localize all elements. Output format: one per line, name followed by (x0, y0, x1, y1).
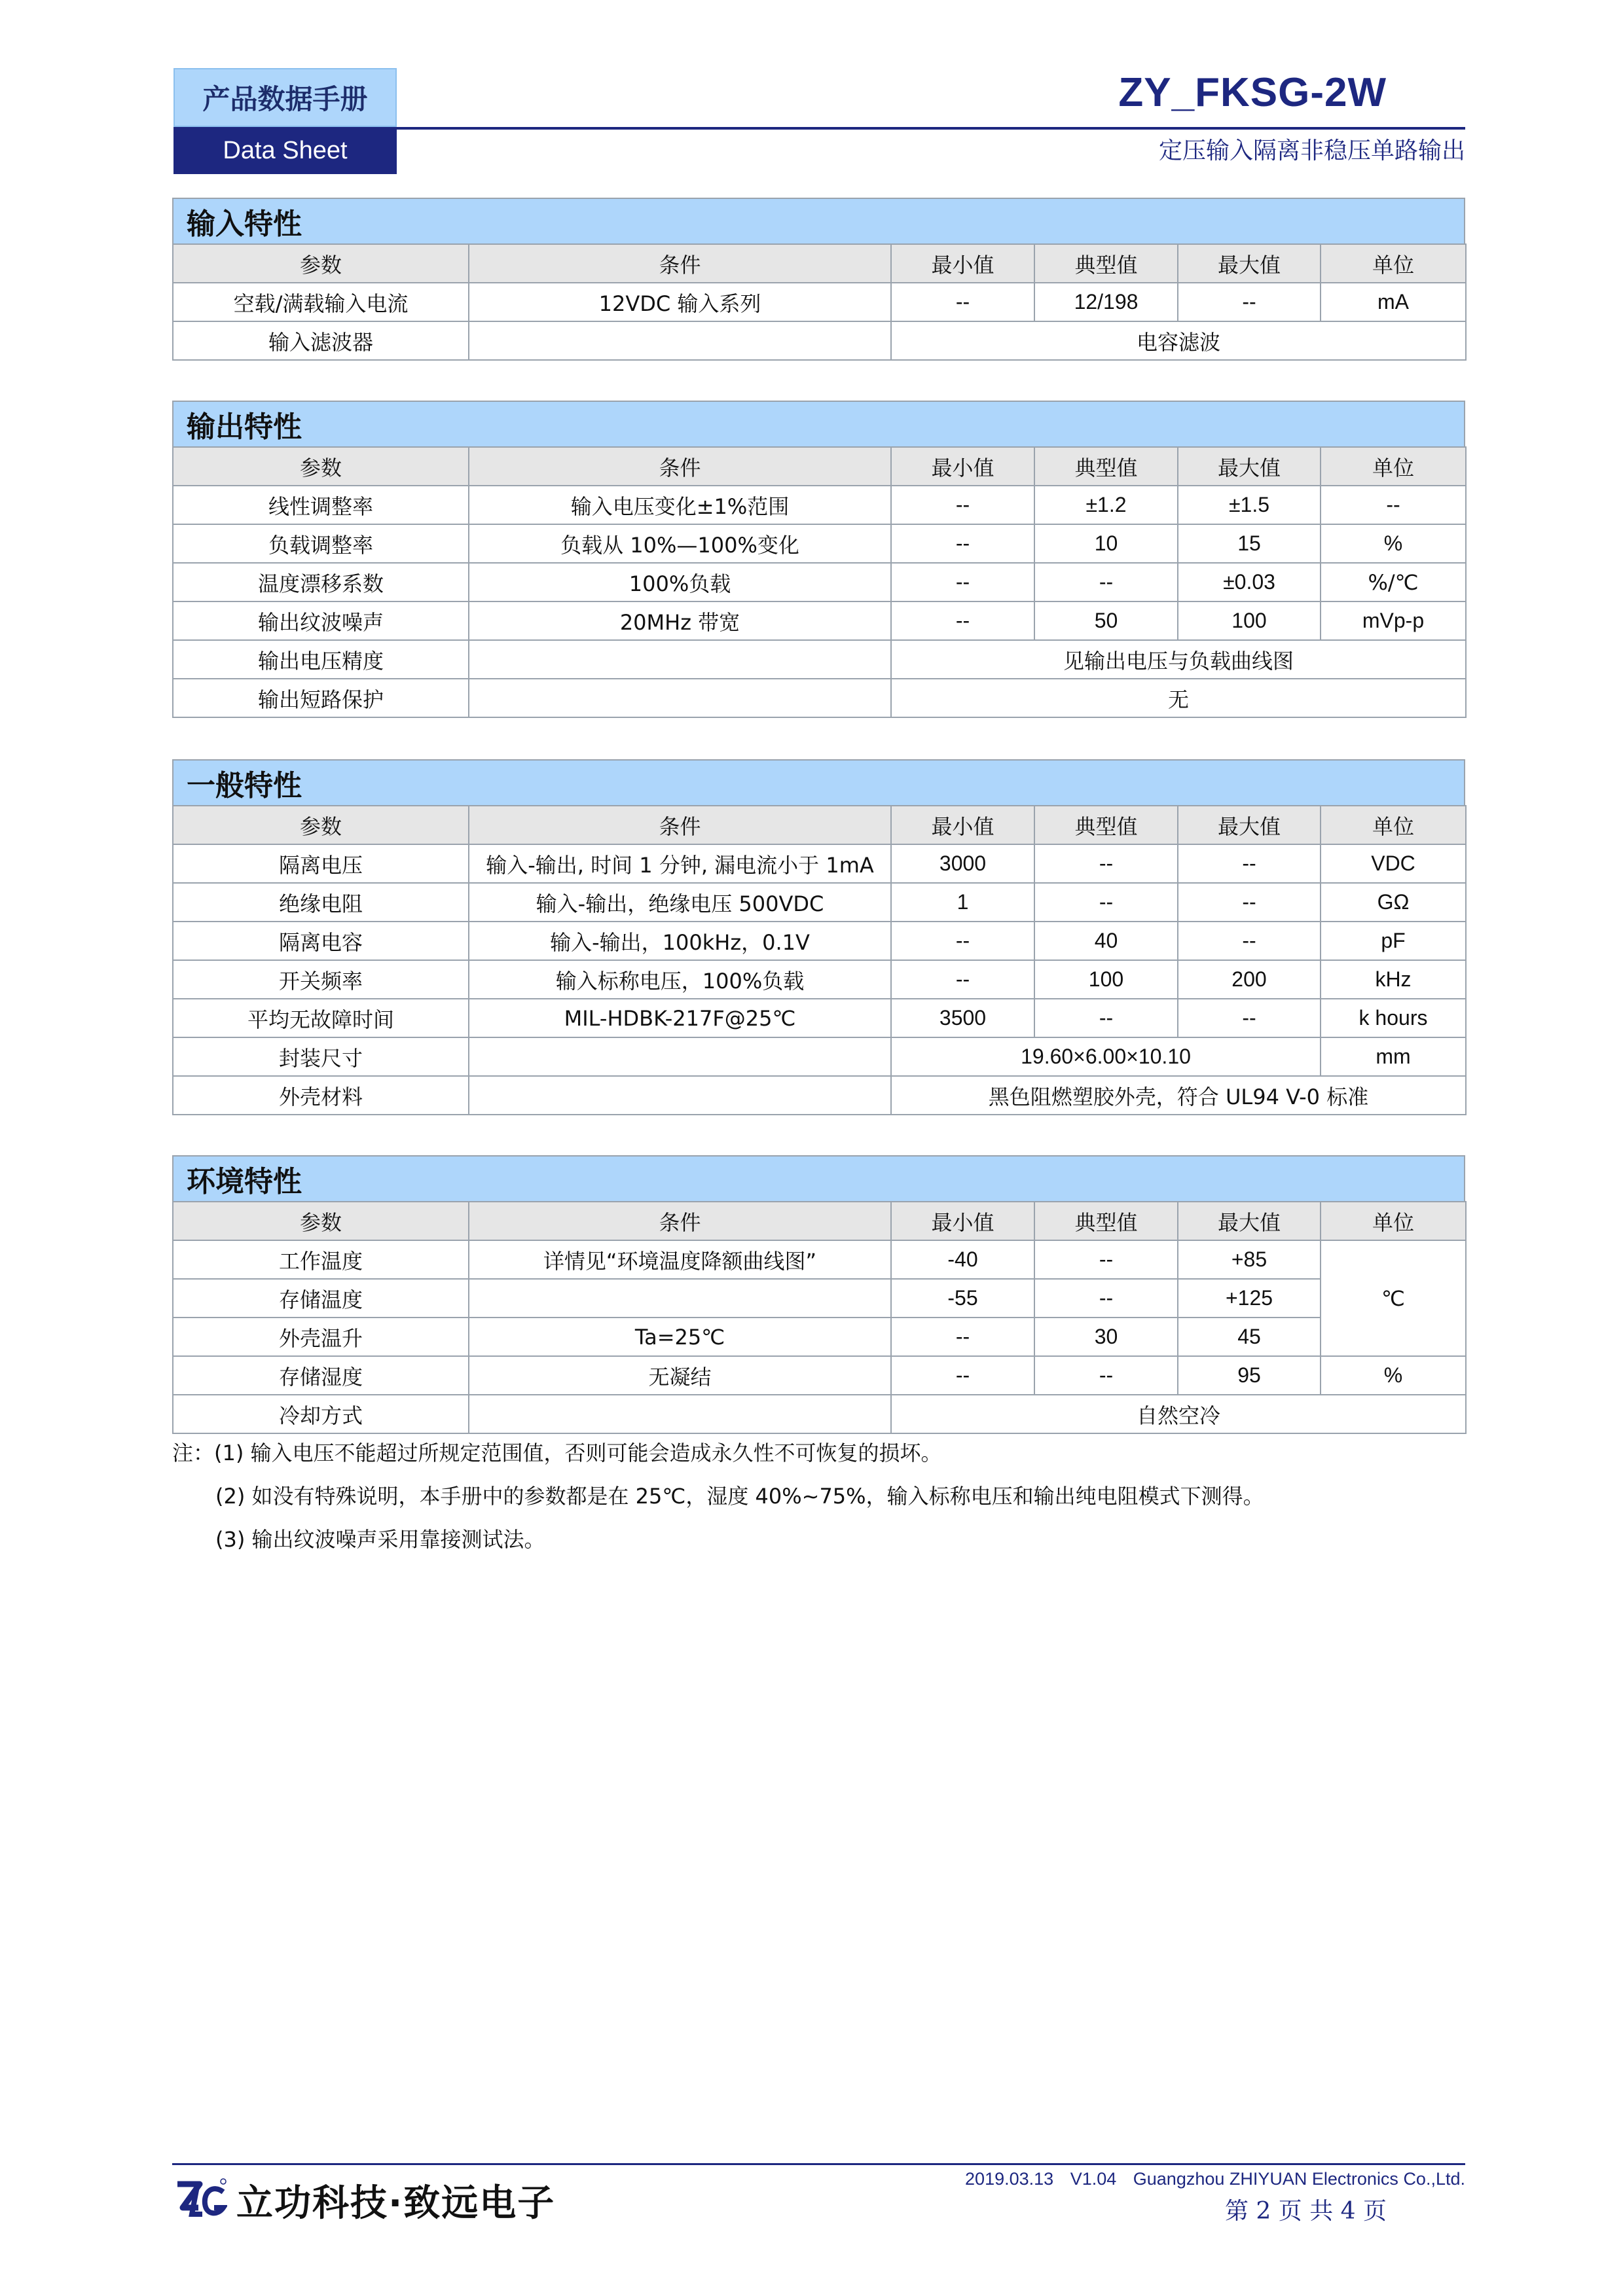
output-section (172, 401, 1465, 718)
general-table (172, 805, 1467, 1115)
table-row (173, 486, 1466, 524)
table-row (173, 1279, 1466, 1318)
table-row (173, 844, 1466, 883)
column-header: 参数 (173, 244, 469, 283)
footer-logo (173, 2174, 555, 2227)
unit-cell: -- (1321, 486, 1466, 524)
typ-cell: -- (1034, 999, 1178, 1037)
footer-meta (953, 2169, 1465, 2189)
footer-company: Guangzhou ZHIYUAN Electronics Co.,Ltd. (1133, 2169, 1465, 2189)
min-cell: -- (891, 1318, 1034, 1356)
model-title: ZY_FKSG-2W (1118, 70, 1387, 115)
condition-cell: 100%负载 (469, 563, 891, 601)
typ-cell: 100 (1034, 960, 1178, 999)
param-cell: 输出短路保护 (173, 679, 469, 717)
table-row (173, 1318, 1466, 1356)
typ-cell: -- (1034, 844, 1178, 883)
min-cell: -- (891, 601, 1034, 640)
footer-date: 2019.03.13 (965, 2169, 1054, 2189)
datasheet-label: Data Sheet (173, 127, 397, 174)
min-cell: -- (891, 283, 1034, 321)
param-cell: 输出电压精度 (173, 640, 469, 679)
min-cell: -- (891, 922, 1034, 960)
unit-cell: k hours (1321, 999, 1466, 1037)
environment-table (172, 1201, 1467, 1434)
max-cell: 95 (1178, 1356, 1321, 1395)
table-row (173, 601, 1466, 640)
typ-cell: 10 (1034, 524, 1178, 563)
param-cell: 空载/满载输入电流 (173, 283, 469, 321)
table-row (173, 524, 1466, 563)
table-row (173, 283, 1466, 321)
condition-cell: Ta=25℃ (469, 1318, 891, 1356)
min-cell: -40 (891, 1240, 1034, 1279)
typ-cell: -- (1034, 883, 1178, 922)
table-row (173, 883, 1466, 922)
value-cell: 自然空冷 (891, 1395, 1466, 1433)
column-header: 典型值 (1034, 806, 1178, 844)
typ-cell: 30 (1034, 1318, 1178, 1356)
table-row (173, 563, 1466, 601)
max-cell: ±0.03 (1178, 563, 1321, 601)
condition-cell: 详情见“环境温度降额曲线图” (469, 1240, 891, 1279)
param-cell: 封装尺寸 (173, 1037, 469, 1076)
param-cell: 输入滤波器 (173, 321, 469, 360)
unit-cell: mVp-p (1321, 601, 1466, 640)
input-table (172, 243, 1467, 361)
min-cell: -- (891, 1356, 1034, 1395)
param-cell: 输出纹波噪声 (173, 601, 469, 640)
param-cell: 存储湿度 (173, 1356, 469, 1395)
column-header: 最大值 (1178, 806, 1321, 844)
column-header: 典型值 (1034, 447, 1178, 486)
max-cell: -- (1178, 999, 1321, 1037)
column-header: 最小值 (891, 806, 1034, 844)
condition-cell (469, 1395, 891, 1433)
condition-cell: 20MHz 带宽 (469, 601, 891, 640)
note-1: 注：(1) 输入电压不能超过所规定范围值，否则可能会造成永久性不可恢复的损坏。 (172, 1441, 942, 1465)
condition-cell (469, 1037, 891, 1076)
max-cell: 100 (1178, 601, 1321, 640)
column-header: 典型值 (1034, 1202, 1178, 1240)
table-row (173, 1240, 1466, 1279)
condition-cell: MIL-HDBK-217F@25℃ (469, 999, 891, 1037)
section-title: 输入特性 (172, 198, 1465, 243)
note-2: (2) 如没有特殊说明，本手册中的参数都是在 25℃，湿度 40%~75%，输入标称电压和输出纯电阻模式下测得。 (215, 1484, 1264, 1509)
condition-cell (469, 1279, 891, 1318)
zlg-logo-icon (173, 2178, 227, 2223)
table-row (173, 999, 1466, 1037)
footer-rule (172, 2163, 1465, 2165)
note-3: (3) 输出纹波噪声采用靠接测试法。 (215, 1527, 545, 1552)
unit-cell: GΩ (1321, 883, 1466, 922)
column-header: 条件 (469, 1202, 891, 1240)
param-cell: 开关频率 (173, 960, 469, 999)
unit-cell: mm (1321, 1037, 1466, 1076)
value-cell: 19.60×6.00×10.10 (891, 1037, 1321, 1076)
column-header: 单位 (1321, 447, 1466, 486)
column-header: 条件 (469, 806, 891, 844)
param-cell: 冷却方式 (173, 1395, 469, 1433)
min-cell: -- (891, 524, 1034, 563)
table-row (173, 960, 1466, 999)
typ-cell: -- (1034, 563, 1178, 601)
brand-name: 立功科技·致远电子 (236, 2182, 556, 2225)
condition-cell: 输入电压变化±1%范围 (469, 486, 891, 524)
condition-cell (469, 640, 891, 679)
column-header: 最小值 (891, 447, 1034, 486)
table-row (173, 679, 1466, 717)
max-cell: -- (1178, 844, 1321, 883)
typ-cell: ±1.2 (1034, 486, 1178, 524)
manual-label: 产品数据手册 (173, 68, 397, 127)
param-cell: 温度漂移系数 (173, 563, 469, 601)
table-row (173, 922, 1466, 960)
param-cell: 平均无故障时间 (173, 999, 469, 1037)
page-number: 第 2 页 共 4 页 (1224, 2198, 1387, 2225)
column-header: 参数 (173, 447, 469, 486)
table-row (173, 1356, 1466, 1395)
param-cell: 存储温度 (173, 1279, 469, 1318)
min-cell: 3000 (891, 844, 1034, 883)
param-cell: 负载调整率 (173, 524, 469, 563)
max-cell: +85 (1178, 1240, 1321, 1279)
max-cell: +125 (1178, 1279, 1321, 1318)
table-row (173, 640, 1466, 679)
output-table (172, 446, 1467, 718)
table-row (173, 1076, 1466, 1115)
min-cell: 1 (891, 883, 1034, 922)
column-header: 单位 (1321, 806, 1466, 844)
column-header: 条件 (469, 244, 891, 283)
table-row (173, 1395, 1466, 1433)
input-section (172, 198, 1465, 361)
min-cell: -- (891, 563, 1034, 601)
param-cell: 线性调整率 (173, 486, 469, 524)
max-cell: -- (1178, 922, 1321, 960)
environment-section (172, 1155, 1465, 1434)
typ-cell: -- (1034, 1279, 1178, 1318)
column-header: 典型值 (1034, 244, 1178, 283)
unit-cell: VDC (1321, 844, 1466, 883)
table-row (173, 321, 1466, 360)
general-section (172, 759, 1465, 1115)
unit-cell: kHz (1321, 960, 1466, 999)
max-cell: -- (1178, 883, 1321, 922)
table-row (173, 1037, 1466, 1076)
column-header: 最小值 (891, 1202, 1034, 1240)
condition-cell: 输入-输出，绝缘电压 500VDC (469, 883, 891, 922)
table-header-row (173, 244, 1466, 283)
condition-cell: 12VDC 输入系列 (469, 283, 891, 321)
param-cell: 隔离电压 (173, 844, 469, 883)
value-cell: 黑色阻燃塑胶外壳，符合 UL94 V-0 标准 (891, 1076, 1466, 1115)
max-cell: -- (1178, 283, 1321, 321)
typ-cell: -- (1034, 1356, 1178, 1395)
value-cell: 电容滤波 (891, 321, 1466, 360)
param-cell: 外壳材料 (173, 1076, 469, 1115)
unit-cell: %/℃ (1321, 563, 1466, 601)
value-cell: 见输出电压与负载曲线图 (891, 640, 1466, 679)
condition-cell (469, 679, 891, 717)
min-cell: -55 (891, 1279, 1034, 1318)
unit-cell: mA (1321, 283, 1466, 321)
section-title: 环境特性 (172, 1155, 1465, 1201)
unit-cell: pF (1321, 922, 1466, 960)
unit-cell: % (1321, 524, 1466, 563)
footer-version: V1.04 (1070, 2169, 1117, 2189)
param-cell: 绝缘电阻 (173, 883, 469, 922)
column-header: 参数 (173, 806, 469, 844)
condition-cell (469, 1076, 891, 1115)
condition-cell: 输入-输出, 时间 1 分钟, 漏电流小于 1mA (469, 844, 891, 883)
min-cell: -- (891, 960, 1034, 999)
typ-cell: 50 (1034, 601, 1178, 640)
column-header: 最大值 (1178, 244, 1321, 283)
table-header-row (173, 806, 1466, 844)
param-cell: 隔离电容 (173, 922, 469, 960)
condition-cell: 无凝结 (469, 1356, 891, 1395)
column-header: 单位 (1321, 244, 1466, 283)
column-header: 最大值 (1178, 447, 1321, 486)
max-cell: 200 (1178, 960, 1321, 999)
condition-cell (469, 321, 891, 360)
max-cell: ±1.5 (1178, 486, 1321, 524)
value-cell: 无 (891, 679, 1466, 717)
param-cell: 外壳温升 (173, 1318, 469, 1356)
column-header: 最小值 (891, 244, 1034, 283)
unit-cell: ℃ (1321, 1240, 1466, 1356)
typ-cell: -- (1034, 1240, 1178, 1279)
column-header: 最大值 (1178, 1202, 1321, 1240)
typ-cell: 40 (1034, 922, 1178, 960)
column-header: 单位 (1321, 1202, 1466, 1240)
condition-cell: 负载从 10%—100%变化 (469, 524, 891, 563)
unit-cell: % (1321, 1356, 1466, 1395)
condition-cell: 输入标称电压，100%负载 (469, 960, 891, 999)
max-cell: 45 (1178, 1318, 1321, 1356)
table-header-row (173, 447, 1466, 486)
section-title: 输出特性 (172, 401, 1465, 446)
column-header: 条件 (469, 447, 891, 486)
condition-cell: 输入-输出，100kHz，0.1V (469, 922, 891, 960)
param-cell: 工作温度 (173, 1240, 469, 1279)
min-cell: -- (891, 486, 1034, 524)
section-title: 一般特性 (172, 759, 1465, 805)
max-cell: 15 (1178, 524, 1321, 563)
min-cell: 3500 (891, 999, 1034, 1037)
typ-cell: 12/198 (1034, 283, 1178, 321)
product-subtitle: 定压输入隔离非稳压单路输出 (1158, 137, 1465, 164)
header-rule (397, 127, 1465, 130)
column-header: 参数 (173, 1202, 469, 1240)
table-header-row (173, 1202, 1466, 1240)
